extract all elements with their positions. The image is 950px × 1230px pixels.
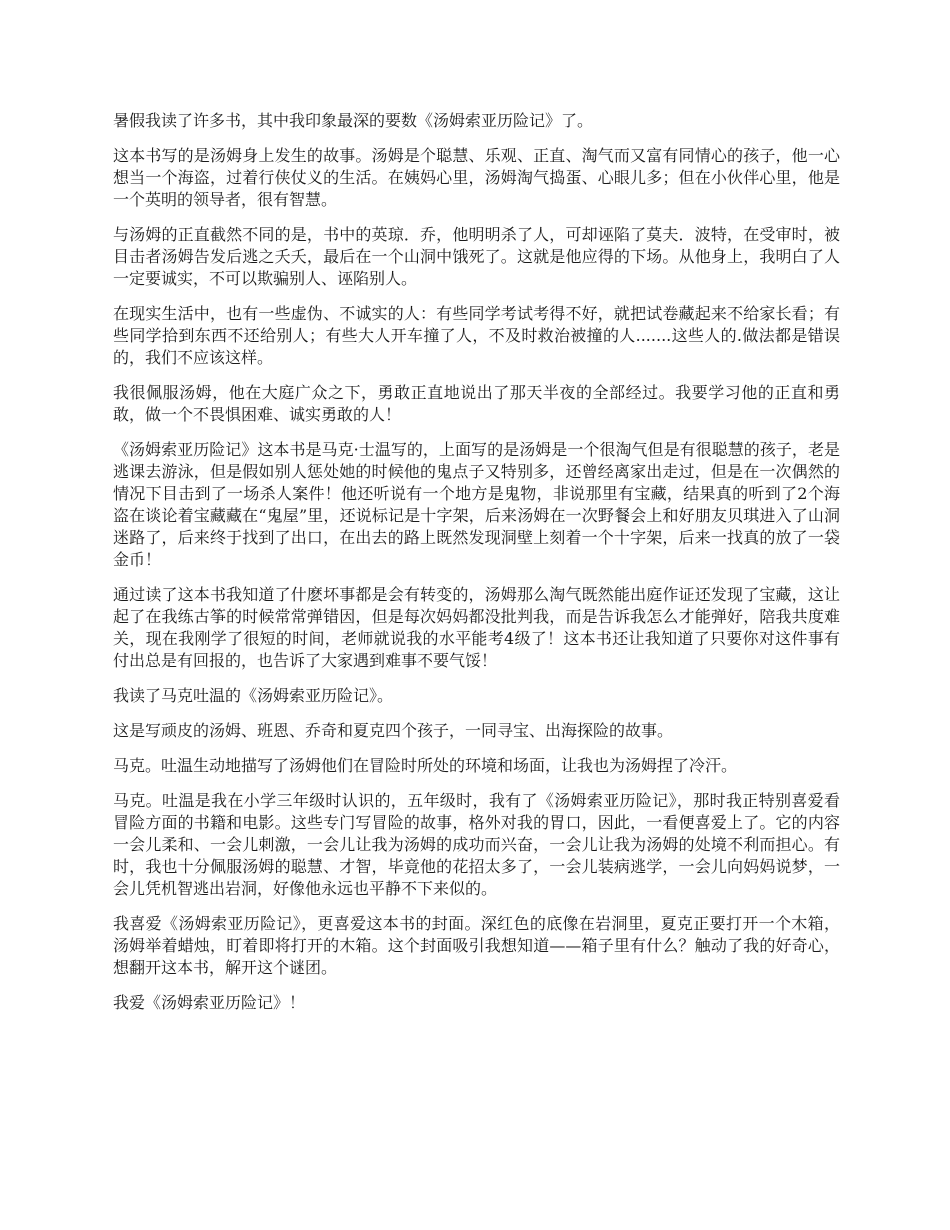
paragraph-7: 通过读了这本书我知道了什麽坏事都是会有转变的，汤姆那么淘气既然能出庭作证还发现了宝藏，这让起了在我练古筝的时候常常弹错因，但是每次妈妈都没批判我，而是告诉我怎么才能弹好，陪我共度难关，现在我刚学了很短的时间，老师就说我的水平能考4级了！这本书还让我知道了只要你对这件事有付出总是有回报的，也告诉了大家遇到难事不要气馁！ (113, 585, 840, 670)
paragraph-6: 《汤姆索亚历险记》这本书是马克·士温写的，上面写的是汤姆是一个很淘气但是有很聪慧的孩子，老是逃课去游泳，但是假如别人惩处她的时候他的鬼点子又特别多，还曾经离家出走过，但是在一次偶然的情况下目击到了一场杀人案件！他还听说有一个地方是鬼物，非说那里有宝藏，结果真的听到了2个海盗在谈论着宝藏藏在“鬼屋”里，还说标记是十字架，后来汤姆在一次野餐会上和好朋友贝琪进入了山洞迷路了，后来终于找到了出口，在出去的路上既然发现洞壁上刻着一个十字架，后来一找真的放了一袋金币！ (113, 440, 840, 569)
paragraph-8: 我读了马克吐温的《汤姆索亚历险记》。 (113, 686, 394, 705)
paragraph-10: 马克。吐温生动地描写了汤姆他们在冒险时所处的环境和场面，让我也为汤姆捏了冷汗。 (113, 756, 738, 775)
paragraph-2: 这本书写的是汤姆身上发生的故事。汤姆是个聪慧、乐观、正直、淘气而又富有同情心的孩子，他一心想当一个海盗，过着行侠仗义的生活。在姨妈心里，汤姆淘气捣蛋、心眼儿多；但在小伙伴心里，他是一个英明的领导者，很有智慧。 (113, 146, 840, 209)
paragraph-12: 我喜爱《汤姆索亚历险记》，更喜爱这本书的封面。深红色的底像在岩洞里，夏克正要打开一个木箱，汤姆举着蜡烛，盯着即将打开的木箱。这个封面吸引我想知道——箱子里有什么？触动了我的好奇心，想翻开这本书，解开这个谜团。 (113, 914, 840, 977)
document-body (113, 110, 840, 1027)
paragraph-9: 这是写顽皮的汤姆、班恩、乔奇和夏克四个孩子，一同寻宝、出海探险的故事。 (113, 721, 674, 740)
paragraph-1: 暑假我读了许多书，其中我印象最深的要数《汤姆索亚历险记》了。 (113, 111, 594, 130)
paragraph-4: 在现实生活中，也有一些虚伪、不诚实的人：有些同学考试考得不好，就把试卷藏起来不给家长看；有些同学拾到东西不还给别人；有些大人开车撞了人，不及时救治被撞的人.......这些人的.做法都是错误的，我们不应该这样。 (113, 304, 840, 367)
paragraph-5: 我很佩服汤姆，他在大庭广众之下，勇敢正直地说出了那天半夜的全部经过。我要学习他的正直和勇敢，做一个不畏惧困难、诚实勇敢的人！ (113, 383, 840, 424)
paragraph-3: 与汤姆的正直截然不同的是，书中的英琼．乔，他明明杀了人，可却诬陷了莫夫．波特，在受审时，被目击者汤姆告发后逃之夭夭，最后在一个山洞中饿死了。这就是他应得的下场。从他身上，我明白了人一定要诚实，不可以欺骗别人、诬陷别人。 (113, 225, 840, 288)
paragraph-11: 马克。吐温是我在小学三年级时认识的，五年级时，我有了《汤姆索亚历险记》，那时我正特别喜爱看冒险方面的书籍和电影。这些专门写冒险的故事，格外对我的胃口，因此，一看便喜爱上了。它的内容一会儿柔和、一会儿刺激，一会儿让我为汤姆的成功而兴奋，一会儿让我为汤姆的处境不利而担心。有时，我也十分佩服汤姆的聪慧、才智，毕竟他的花招太多了，一会儿装病逃学，一会儿向妈妈说梦，一会儿凭机智逃出岩洞，好像他永远也平静不下来似的。 (113, 791, 840, 898)
paragraph-13: 我爱《汤姆索亚历险记》！ (113, 993, 306, 1012)
